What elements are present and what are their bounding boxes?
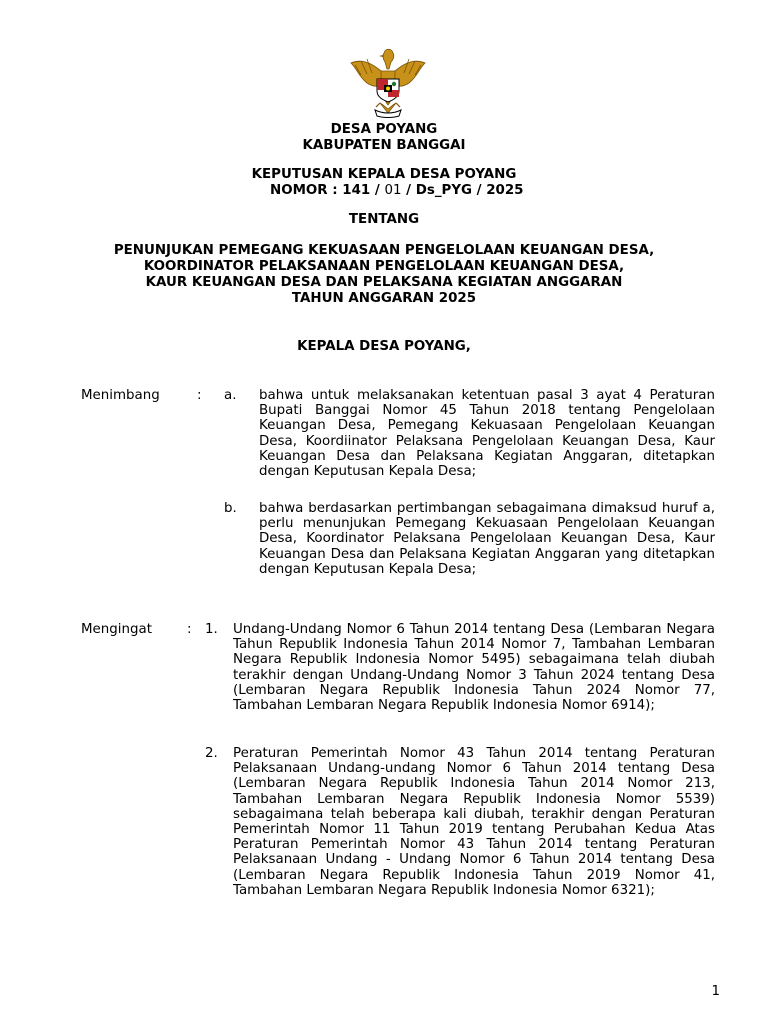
menimbang-item-a: bahwa untuk melaksanakan ketentuan pasal 3 ayat 4 Peraturan Bupati Banggai Nomor 45 Tahun 2018 tentang Pengelolaan Keuangan Desa, Pemegang Kekuasaan Pengelolaan Keuangan Desa, Koordiinator Pelaksana Pengelolaan Keuangan Desa, Kaur Keuangan Desa dan Pelaksana Kegiatan Anggaran, ditetapkan dengan Keputusan Kepala Desa; (259, 388, 715, 480)
mengingat-colon: : (187, 622, 192, 637)
subject-line: KOORDINATOR PELAKSANAAN PENGELOLAAN KEUANGAN DESA, (143, 259, 625, 274)
mengingat-item-1: Undang-Undang Nomor 6 Tahun 2014 tentang Desa (Lembaran Negara Tahun Republik Indonesia Tahun 2014 Nomor 7, Tambahan Lembaran Negara Republik Indonesia Nomor 5495) sebagaimana telah diubah terakhir dengan Undang-Undang Nomor 3 Tahun 2024 tentang Desa (Lembaran Negara Republik Indonesia Tahun 2024 Nomor 77, Tambahan Lembaran Negara Republik Indonesia Nomor 6914); (233, 622, 715, 714)
menimbang-colon: : (197, 388, 202, 403)
decree-number-mid: 01 (384, 183, 402, 198)
mengingat-marker-2: 2. (205, 746, 218, 761)
menimbang-marker-b: b. (224, 501, 237, 516)
decree-subject (0, 243, 768, 307)
tentang-heading: TENTANG (348, 212, 420, 227)
page-number: 1 (711, 984, 720, 999)
mengingat-item-2: Peraturan Pemerintah Nomor 43 Tahun 2014 tentang Peraturan Pelaksanaan Undang-undang Nomor 6 Tahun 2014 tentang Desa (Lembaran Negara Republik Indonesia Tahun 2014 Nomor 213, Tambahan Lembaran Negara Republik Indonesia Nomor 5539) sebagaimana telah beberapa kali diubah, terakhir dengan Peraturan Pemerintah Nomor 11 Tahun 2019 tentang Perubahan Kedua Atas Peraturan Pemerintah Nomor 43 Tahun 2014 tentang Peraturan Pelaksanaan Undang - Undang Nomor 6 Tahun 2014 tentang Desa (Lembaran Negara Republik Indonesia Tahun 2019 Nomor 41, Tambahan Lembaran Negara Republik Indonesia Nomor 6321); (233, 746, 715, 898)
menimbang-item-b: bahwa berdasarkan pertimbangan sebagaimana dimaksud huruf a, perlu menunjukan Pemegang Kekuasaan Pengelolaan Keuangan Desa, Koordinator Pelaksana Pengelolaan Keuangan Desa, Kaur Keuangan Desa dan Pelaksana Kegiatan Anggaran yang ditetapkan dengan Keputusan Kepala Desa; (259, 501, 715, 577)
decree-number-suffix: / Ds_PYG / 2025 (401, 183, 524, 198)
decree-number-prefix: NOMOR : 141 / (270, 183, 385, 198)
header-block (0, 122, 768, 154)
menimbang-label: Menimbang (81, 388, 160, 403)
subject-line: PENUNJUKAN PEMEGANG KEKUASAAN PENGELOLAAN KEUANGAN DESA, (113, 243, 655, 258)
mengingat-marker-1: 1. (205, 622, 218, 637)
garuda-emblem-icon (347, 47, 429, 121)
decree-number (270, 183, 524, 199)
subject-line: TAHUN ANGGARAN 2025 (291, 291, 477, 306)
mengingat-label: Mengingat (81, 622, 152, 637)
menimbang-marker-a: a. (224, 388, 237, 403)
regency-name: KABUPATEN BANGGAI (302, 138, 466, 153)
subject-line: KAUR KEUANGAN DESA DAN PELAKSANA KEGIATAN ANGGARAN (145, 275, 623, 290)
official-title: KEPALA DESA POYANG, (297, 339, 471, 354)
decree-title: KEPUTUSAN KEPALA DESA POYANG (251, 167, 517, 182)
village-name: DESA POYANG (330, 122, 438, 137)
